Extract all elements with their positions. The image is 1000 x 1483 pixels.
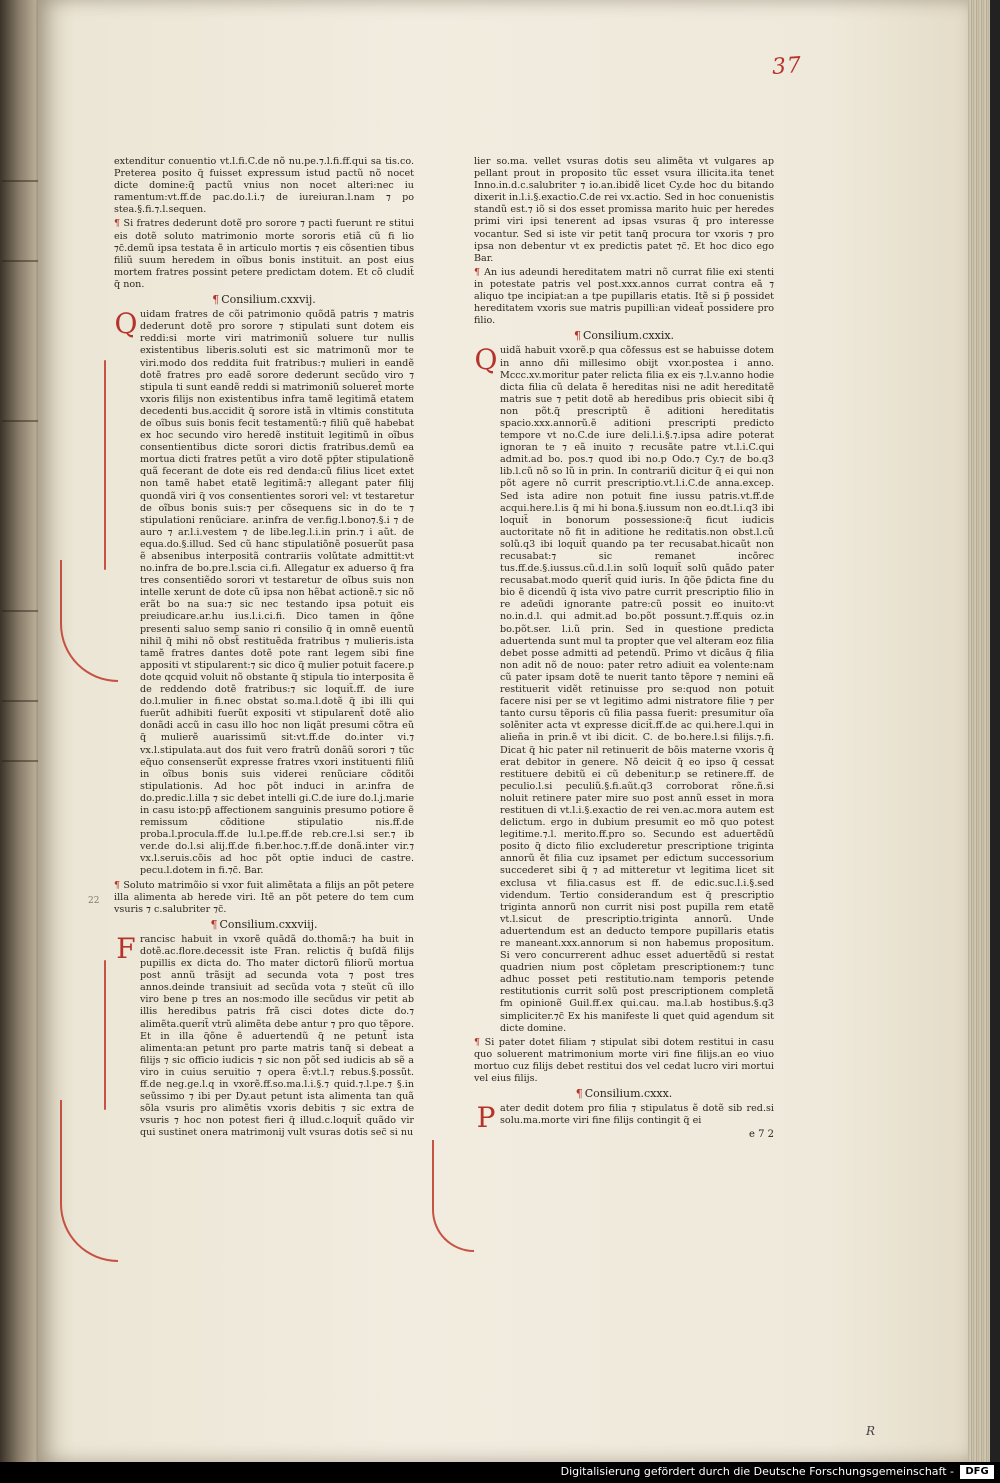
paragraph-text: rancisc habuit in vxorẽ quãdã do.thomã:⁊ ha buit in dotẽ.ac.flore.decessit iste Fran. relictis q̃ buſdã filijs pupillis ex dicta do. Tho mater dictorũ filiorũ mortua post annũ trãsijt ad secunda vota ⁊ post tres annos.deinde transiuit ad secũda vota ⁊ steũt cũ illo viro bene p tres an nos:modo ille secũdus vir petit ab illis heredibus patris frã cisci dotes dicte do.⁊ alimẽta.querit̃ vtrũ alimẽta debe antur ⁊ pro quo tẽpore. Et in illa q̃õne ẽ aduertendũ q̃ ne petunt̃ ista alimenta:an petunt pro parte matris tanq̃ si debeat a filijs ⁊ sic officio iudicis ⁊ sic non põt̃ sed iudicis ab sẽ a viro in cuius seruitio ⁊ opera ẽ:vt.l.⁊ rebus.§.possũt. ff.de neg.ge.l.q in vxorẽ.ff.so.ma.l.i.§.⁊ quid.⁊.l.pe.⁊ §.in seũssimo ⁊ ibi per Dy.aut petunt ista alimenta tan quã sõla vsuris pro alimẽtis vxoris debitis ⁊ sic extra de vsuris ⁊ hoc non potest fieri q̃ illud.c.loquit̃ quãdo vir qui sustinet onera matrimonij vult vsuras dotis sec̃ si nu [140,933,414,1139]
heading-text: Consilium.cxxviij. [219,917,318,931]
heading-text: Consilium.cxxvij. [221,293,316,307]
consilium-heading [474,330,774,342]
text-column-right [474,156,774,1142]
corner-mark: R [866,1424,876,1438]
rubricated-initial: Q [474,343,498,377]
pilcrow-icon: ¶ [573,329,581,343]
text-paragraph [474,1037,774,1085]
rubricated-initial: Q [114,307,138,341]
paragraph-text: An ius adeundi hereditatem matri nõ currat filie exi stenti in potestate patris vel post.xxx.annos currat contra eã ⁊ aliquo tpe incipiat:an a tpe pupillaris etatis. Itẽ si p̃ possidet hereditatem vxoris sue matris pupilli:an videat̃ possidere pro filio. [474,266,775,327]
pilcrow-icon: ¶ [212,293,220,307]
rubricated-initial: P [476,1101,496,1135]
pilcrow-icon: ¶ [210,917,218,931]
paragraph-text: uidã habuit vxorẽ.p qua cõfessus est se habuisse dotem in anno dñi millesimo obijt vxor.postea i anno. Mccc.xv.moritur pater relicta filia ex eis ⁊.l.v.anno hodie dicta filia cũ delata ẽ hereditas nisi ne adit hereditatẽ matris sue ⁊ petit dotẽ ab heredibus pris obiecit sibi q̃ non põt.q̃ prescriptũ ẽ aditioni hereditatis spacio.xxx.annorũ.ẽ aditioni prescripti predicto tempore vt no.C.de iure deli.l.i.§.⁊.ipsa adire poterat ignoran te ⁊ eã inuito ⁊ recusãte patre vt.l.i.C.qui admit.ad bo. pos.⁊ quod ibi no.p Odo.⁊ Cy.⁊ de bo.q3 lib.l.cũ nõ so lũ in prin. In contrariũ dicitur q̃ ei qui non põt agere nõ currit prescriptio.vt.l.i.C.de anna.excep. Sed ista adire non potuit fine iussu patris.vt.ff.de acqui.here.l.is q̃ mi hi bona.§.iussum non eo.dt.l.i.q3 ibi loquit̃ in bonorum possessione:q̃ ficut iudicis auctoritate nõ fit in aditione he reditatis.non obst.l.cũ solũ.q3 ibi loquit̃ quando pa ter recusabat.hicaũt non recusabat:⁊ sic remanet incõrec tus.ff.de.§.iussus.cũ.d.l.in solũ loquit̃ solũ quãdo pater recusabat.modo querit̃ quid iuris. In q̃õe p̃dicta fine du bio ẽ dicendũ q̃ ista vivo patre currit prescriptio filio in re adeũdi ignorante patre:cũ possit eo inuito:vt no.in.d.l. qui admit.ad bo.põt possunt.⁊.ff.quis oz.in bo.põt.ser. l.i.ũ prin. Sed in questione predicta aduertenda sunt mul ta propter que vel alteram eoz filia debet posse admitti ad petendũ. Primo vt dicãus q̃ filia non adit nõ de nouo: pater retro adiuit ea volente:nam cũ pater ipsam dotẽ te nuerit tanto tẽpore ⁊ nemini eã restituerit vidẽt retinuisse pro se:quod non potuit facere nisi per se vt legitimo admi nistratore filie ⁊ per tanto cursu tẽporis cũ filia passa fuerit: presumitur oĩa solẽniter acta vt expresse dicit̃.ff.de ac qui.here.l.qui in alieña in prin.ẽ vt ibi dicit. C. de bo.here.l.si filijs.⁊.fi. Dicat q̃ hic pater nil retinuerit de bõis materne vxoris q̃ erat debitor in genere. Nõ deicit q̃ eo ipso q̃ cessat restituere debitũ ei cũ debenitur.p se retinere.ff. de peculio.l.si peculiũ.§.fi.aũt.q3 corroborat rõne.ñ.si noluit retinere pater mire suo post annũ esset in mora restituen di vt.l.i.§.exactio de rei ven.ac.mora autem est delictum. ergo in dubium presumit eo mõ quo potest legitime.⁊.l. merito.ff.pro so. Secundo est aduertẽdũ posito q̃ dicto filio excluderetur prescriptione triginta annorũ ẽt filia cuz ipsamet per edictum successorium succederet sibi q̃ ⁊ ad mitteretur vt legitima licet sit exclusa vt filia.casus est ff. de edic.suc.l.i.§.sed videndum. Tertio considerandum est q̃ prescriptio triginta annorũ non currit nisi post pupilla rem etatẽ vt.l.sicut de prescriptio.triginta annorũ. Unde aduertendum est an deducto tempore pupillaris etatis re maneant.xxx.annorum si non habemus propositum. Si vero concurrerent adhuc esset aduertẽdũ si restat quadrien nium post cõpletam prescriptionem:⁊ tunc adhuc posset peti restitutio.nam temporis petende restitutionis currit solũ post prescriptionem completã fm opinionẽ Guil.ff.ex qui.cau. ma.l.ab hostibus.§.q3 simpliciter.⁊c̃ Ex his manifeste li quet quid agendum sit dicte domine. [500,345,774,1034]
consilium-heading [114,294,414,306]
pilcrow-icon: ¶ [575,1087,583,1101]
paragraph-text: Si pater dotet filiam ⁊ stipulat sibi dotem restitui in casu quo soluerent matrimonium morte viri fine filijs.an eo viuo mortuo cuz filijs debet restitui dos vel cedat lucro viri mortui vel eius filijs. [474,1036,774,1085]
paragraph-text: Soluto matrimõio si vxor fuit alimẽtata a filijs an põt petere illa alimenta ab herede viri. Itẽ an põt petere do tem cum vsuris ⁊ c.salubriter ⁊c̃. [114,879,415,915]
text-paragraph [114,931,414,1140]
rubricated-initial: F [116,931,136,965]
paragraph-text: extenditur conuentio vt.l.fi.C.de nõ nu.pe.⁊.l.fi.ff.qui sa tis.co. Preterea posito q̃ fuisset expressum istud pactũ nõ nocet dicte domine:q̃ pactũ vnius non nocet alteri:nec iu ramentum:vt.ff.de pac.do.l.i.⁊ de iureiuran.l.nam ⁊ po stea.§.fi.⁊.l.sequen. [114,156,414,216]
text-paragraph [114,880,414,916]
catchword: e 7 2 [749,1129,774,1141]
text-column-left [114,156,414,1142]
heading-text: Consilium.cxxix. [582,329,675,343]
text-paragraph [474,267,774,327]
paragraph-text: Si fratres dederunt dotẽ pro sorore ⁊ pacti fuerunt re stitui eis dotẽ soluto matrimonio morte sororis etiã cũ fi lio ⁊c̃.demũ ipsa testata ẽ in articulo mortis ⁊ eis cõsentien tibus filiũ suum heredem in oĩbus bonis instituit. an post eius mortem fratres possint petere predictam dotem. Et cõ cludit̃ q̃ non. [114,218,414,290]
pilcrow-icon: ¶ [114,218,124,230]
text-paragraph [114,218,414,291]
text-paragraph [114,156,414,216]
paragraph-text: lier so.ma. vellet vsuras dotis seu alimẽta vt vulgares ap pellant prout in proposito tũc esset vsura illicita.ita tenet Inno.in.d.c.salubriter ⁊ io.an.ibidẽ licet Cy.de hoc du bitando dixerit in.l.i.§.exactio.C.de rei vx.actio. Sed in hoc conuenistis standũ est.⁊ iõ si dos esset promissa marito huic per heredes primi viri ipsi tenerent ad ipsas vsuras q̃ pro interesse vocantur. Sed si iste vir petit tanq̃ procura tor vxoris ⁊ pro ipsa non debentur vt ex predictis patet ⁊c̃. Et hoc dico ego Bar. [474,156,774,264]
pilcrow-icon: ¶ [114,879,124,891]
consilium-heading [114,919,414,931]
gutter-note: 22 [88,896,100,906]
consilium-heading [474,1088,774,1100]
text-paragraph [114,309,414,877]
paragraph-text: ater dedit dotem pro filia ⁊ stipulatus ẽ dotẽ sib red.si solu.ma.morte viri fine filijs contingit q̃ ei [500,1103,774,1127]
text-paragraph [474,345,774,1034]
rubric-flourish [104,360,106,570]
pilcrow-icon: ¶ [474,1036,485,1048]
funding-credit-text: Digitalisierung gefördert durch die Deutsche Forschungsgemeinschaft - [560,1465,954,1478]
folio-number: 37 [771,52,803,81]
text-paragraph [474,156,774,265]
rubric-flourish [104,960,106,1110]
paragraph-text: uidam fratres de cõi patrimonio quõdã patris ⁊ matris dederunt dotẽ pro sorore ⁊ stipulati sunt dotem eis reddi:si morte viri matrimoniũ soluere tur nullis existentibus liberis.soluti est sic matrimonũ mor te viri.modo dos reddita fuit fratribus:⁊ mulieri in eandẽ dotẽ fratres pro eadẽ sorore dederunt secũdo viro ⁊ stipula ti sunt eandẽ reddi si matrimoniũ solueret̃ morte vxoris filijs non existentibus infra tamẽ legitimã etatem decedenti bus.accidit q̃ sorore istã in vltimis constituta de oĩbus suis bonis fecit testamentũ:⁊ filiũ quẽ habebat ex hoc secundo viro heredẽ instituit legitimũ in oĩbus consentientibus dicte sorori dictis fratribus.demũ ea mortua dicti fratres petũt a viro dotẽ pp̃ter stipulationẽ quã fecerant de dote eis red denda:cũ filius licet extet non tamẽ habet etatẽ legitimã:⁊ allegant pater filij quondã viri q̃ vos consentientes sorori vel: vt testaretur de oĩbus bonis suis:⁊ per cõsequens sic in do te ⁊ stipulationi renũciare. ar.infra de ver.fig.l.bono⁊.§.i ⁊ de auro ⁊ ar.l.i.vestem ⁊ de libe.leg.l.i.in prin.⁊ i aũt. de equa.do.§.illud. Sed cũ hanc stipulatiõnẽ posuerũt pasa ẽ absenibus interpositã contrariis volũtate admittit:vt no.infra de bo.pre.l.scia ci.fi. Allegatur ex aduerso q̃ fra tres consentiẽdo sorori vt testaretur de oĩbus suis non intelle xerunt de dote cũ ipsa non hẽbat actionẽ.⁊ sic nõ erãt bo na sua:⁊ sic nec testando ipsa potuit eis preiudicare.ar.hu ius.l.i.ci.fi. Dico tamen in q̃õne presenti saluo semp sanio ri consilio q̃ in omnẽ euentũ nihil q̃ mihi nõ obst̃ restituẽda fratribus ⁊ mulieris.ista tamẽ fratres dantes dotẽ pote rant legem sibi fine appositi vt stipularent:⁊ sic dico q̃ mulier potuit facere.p dote qcquid voluit nõ obstante q̃ stipula tio interposita ẽ de reddendo dotẽ fratribus:⁊ sic loquit̃.ff. de iure do.l.mulier in fi.nec obstat so.ma.l.dotẽ q̃ ibi illi qui fuerũt adhibiti fuerũt expositi vt stipularent̃ dotẽ alio donãdi accũ in casu illo hoc non liqãt presumi cõtra eũ q̃ mulierẽ auarissimũ sit:vt.ff.de do.inter vi.⁊ vx.l.stipulata.aut dos fuit vero fratrũ donãũ sorori ⁊ tũc eq̃uo consenserũt expresse fratres vxori instituenti filiũ in oĩbus bonis suis viderei renũciare cõditõi stipulationis. Ad hoc põt induci in ar.infra de do.predic.l.illa ⁊ sic debet intelli gi.C.de iure do.l.j.marie in casu isto:pp̃ affectionem sanguinis presumo potiore ẽ remissum cõditione stipulatio nis.ff.de proba.l.procula.ff.de lu.l.pe.ff.de reb.cre.l.si ser.⁊ ib ver.de do.l.si alij.ff.de fi.ber.hoc.⁊.ff.de donã.inter vir.⁊ vx.l.seruis.cõis ad hoc põt optie induci de castre. pecu.l.dotem in fi.⁊c̃. Bar. [140,309,414,877]
funding-footer-bar [0,1462,1000,1483]
heading-text: Consilium.cxxx. [584,1087,673,1101]
pilcrow-icon: ¶ [474,266,485,278]
dfg-logo: DFG [960,1465,994,1479]
